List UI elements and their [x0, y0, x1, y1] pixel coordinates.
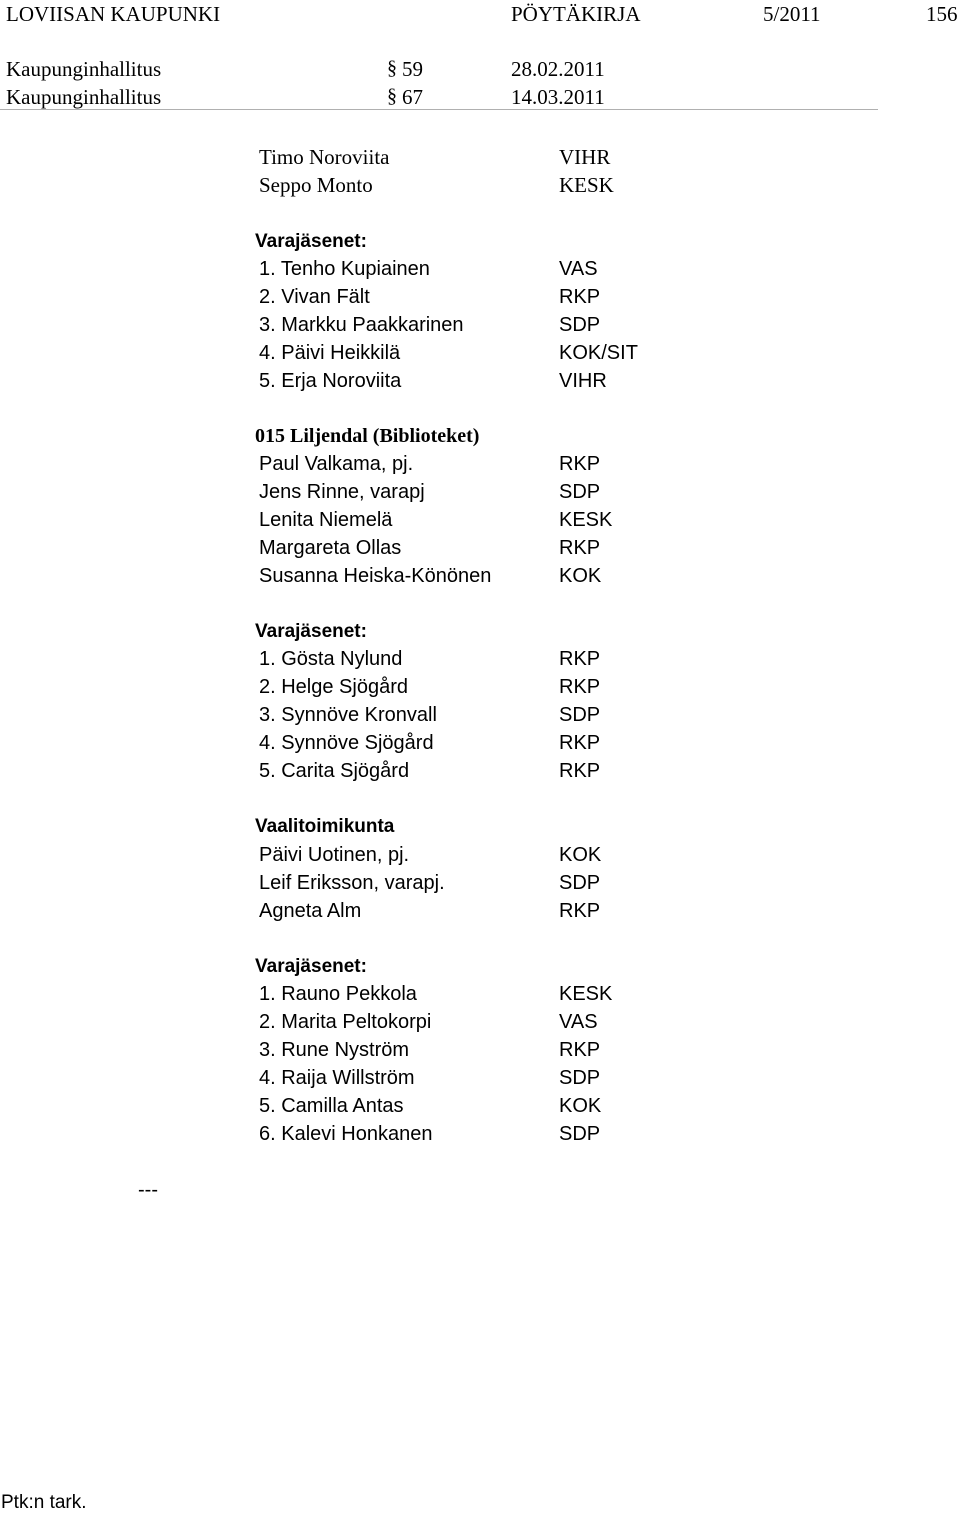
header-doc-number: 5/2011	[763, 2, 821, 26]
deputy-party: VAS	[559, 1011, 598, 1033]
section-heading: 015 Liljendal (Biblioteket)	[255, 425, 480, 447]
deputy-name: 5. Camilla Antas	[259, 1095, 404, 1117]
reference-body: Kaupunginhallitus	[6, 57, 162, 81]
member-name: Agneta Alm	[259, 900, 362, 922]
deputy-name: 3. Markku Paakkarinen	[259, 314, 464, 336]
member-party: SDP	[559, 872, 601, 894]
deputies-heading: Varajäsenet:	[255, 956, 367, 977]
member-party: KESK	[559, 509, 613, 531]
deputy-party: RKP	[559, 1039, 601, 1061]
section-sign-icon	[387, 85, 398, 107]
deputy-party: RKP	[559, 732, 601, 754]
member-name: Paul Valkama, pj.	[259, 453, 414, 475]
deputy-party: KOK	[559, 1095, 602, 1117]
member-party: RKP	[559, 900, 601, 922]
member-name: Jens Rinne, varapj	[259, 481, 425, 503]
deputy-party: RKP	[559, 648, 601, 670]
member-party: KESK	[559, 173, 614, 197]
member-name: Lenita Niemelä	[259, 509, 393, 531]
deputies-heading: Varajäsenet:	[255, 231, 367, 252]
deputy-party: SDP	[559, 314, 601, 336]
deputy-name: 4. Raija Willström	[259, 1067, 415, 1089]
reference-date: 14.03.2011	[511, 85, 605, 109]
member-name: Päivi Uotinen, pj.	[259, 844, 410, 866]
svg-text:§: §	[387, 57, 397, 79]
header-page-number: 156	[926, 2, 958, 26]
deputy-name: 5. Carita Sjögård	[259, 760, 410, 782]
svg-text:§: §	[387, 85, 397, 107]
deputy-party: KOK/SIT	[559, 342, 638, 364]
member-name: Timo Noroviita	[259, 145, 390, 169]
deputy-party: VAS	[559, 258, 598, 280]
header-divider	[0, 109, 878, 110]
deputy-name: 6. Kalevi Honkanen	[259, 1123, 433, 1145]
end-marker: ---	[138, 1179, 158, 1201]
header-org: LOVIISAN KAUPUNKI	[6, 2, 221, 26]
deputy-party: SDP	[559, 1123, 601, 1145]
section-sign-icon	[387, 57, 398, 79]
member-name: Susanna Heiska-Könönen	[259, 565, 492, 587]
footer-note: Ptk:n tark.	[1, 1492, 87, 1513]
member-party: KOK	[559, 844, 602, 866]
member-party: RKP	[559, 537, 601, 559]
deputy-name: 1. Rauno Pekkola	[259, 983, 417, 1005]
section-heading: Vaalitoimikunta	[255, 816, 395, 837]
deputy-name: 3. Synnöve Kronvall	[259, 704, 437, 726]
member-name: Seppo Monto	[259, 173, 373, 197]
deputy-name: 1. Gösta Nylund	[259, 648, 403, 670]
deputy-name: 2. Vivan Fält	[259, 286, 370, 308]
deputy-party: KESK	[559, 983, 613, 1005]
deputy-name: 4. Päivi Heikkilä	[259, 342, 401, 364]
member-party: RKP	[559, 453, 601, 475]
deputy-name: 1. Tenho Kupiainen	[259, 258, 430, 280]
header-doc-type: PÖYTÄKIRJA	[511, 2, 641, 26]
reference-section-number: 59	[402, 57, 423, 81]
deputy-party: RKP	[559, 286, 601, 308]
reference-date: 28.02.2011	[511, 57, 605, 81]
member-party: SDP	[559, 481, 601, 503]
deputy-name: 2. Helge Sjögård	[259, 676, 408, 698]
member-name: Leif Eriksson, varapj.	[259, 872, 445, 894]
deputies-heading: Varajäsenet:	[255, 621, 367, 642]
deputy-party: RKP	[559, 760, 601, 782]
reference-body: Kaupunginhallitus	[6, 85, 162, 109]
deputy-party: SDP	[559, 704, 601, 726]
member-name: Margareta Ollas	[259, 537, 402, 559]
deputy-name: 4. Synnöve Sjögård	[259, 732, 434, 754]
deputy-name: 2. Marita Peltokorpi	[259, 1011, 432, 1033]
member-party: VIHR	[559, 145, 611, 169]
member-party: KOK	[559, 565, 602, 587]
reference-section-number: 67	[402, 85, 423, 109]
deputy-name: 5. Erja Noroviita	[259, 370, 402, 392]
deputy-name: 3. Rune Nyström	[259, 1039, 410, 1061]
deputy-party: VIHR	[559, 370, 607, 392]
deputy-party: SDP	[559, 1067, 601, 1089]
deputy-party: RKP	[559, 676, 601, 698]
